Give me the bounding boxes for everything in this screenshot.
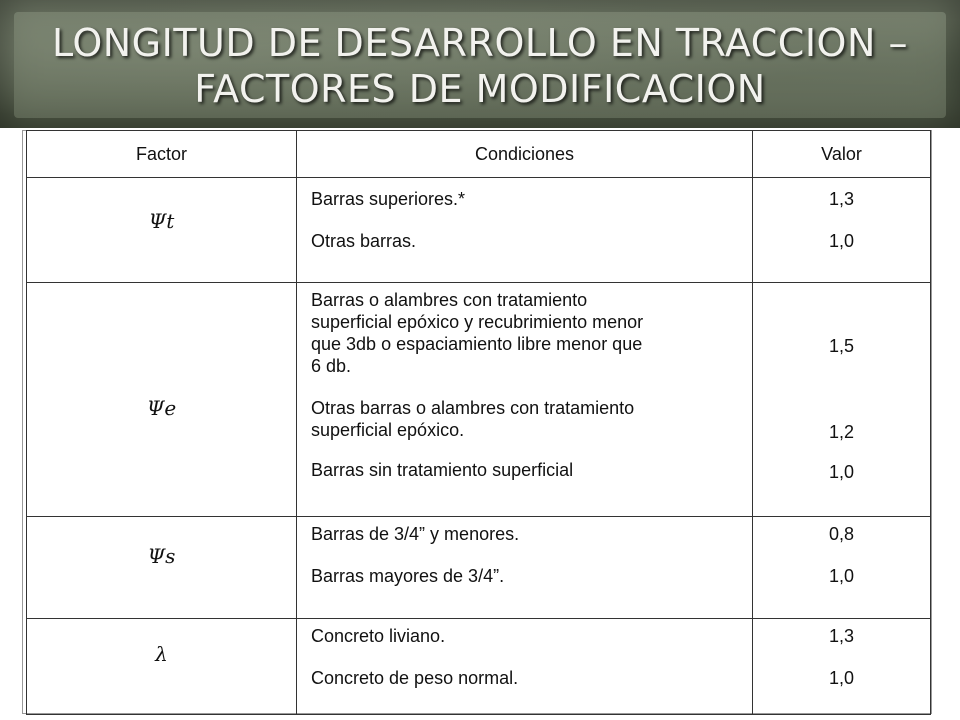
factor-symbol: Ψs xyxy=(147,544,176,568)
values-cell xyxy=(753,517,931,619)
table-row-psi-t xyxy=(27,178,931,283)
condition-text: que 3db o espaciamiento libre menor que xyxy=(311,334,643,354)
factor-cell xyxy=(27,178,297,283)
condition-text: superficial epóxico y recubrimiento menor xyxy=(311,312,644,332)
factor-cell xyxy=(27,283,297,517)
condition-text: Otras barras o alambres con tratamiento xyxy=(311,398,635,418)
values-cell xyxy=(753,283,931,517)
value-text: 1,3 xyxy=(828,626,855,646)
values-cell xyxy=(753,178,931,283)
values-cell xyxy=(753,619,931,715)
condition-text: Barras de 3/4” y menores. xyxy=(311,524,520,544)
condition-text: 6 db. xyxy=(311,356,352,376)
header-condiciones: Condiciones xyxy=(297,131,753,178)
condition-text: Concreto liviano. xyxy=(311,626,446,646)
modification-factors-table xyxy=(26,130,931,715)
slide-header xyxy=(0,0,960,128)
header-valor: Valor xyxy=(753,131,931,178)
value-text: 1,0 xyxy=(828,231,855,251)
conditions-cell xyxy=(297,178,753,283)
conditions-cell xyxy=(297,283,753,517)
value-text: 1,0 xyxy=(828,668,855,688)
factor-symbol: λ xyxy=(155,642,168,666)
title-line-1: LONGITUD DE DESARROLLO EN TRACCION – xyxy=(52,21,908,65)
table-row-psi-e xyxy=(27,283,931,517)
table-header-row xyxy=(27,131,931,178)
title-line-2: FACTORES DE MODIFICACION xyxy=(194,67,766,111)
condition-text: Otras barras. xyxy=(311,231,417,251)
condition-text: Barras o alambres con tratamiento xyxy=(311,290,588,310)
header-factor: Factor xyxy=(27,131,297,178)
factor-cell xyxy=(27,619,297,715)
value-text: 1,0 xyxy=(828,566,855,586)
condition-text: Barras mayores de 3/4”. xyxy=(311,566,505,586)
value-text: 1,3 xyxy=(828,189,855,209)
condition-text: Barras sin tratamiento superficial xyxy=(311,460,574,480)
condition-text: Concreto de peso normal. xyxy=(311,668,519,688)
slide-title xyxy=(0,20,960,112)
factor-symbol: Ψe xyxy=(146,396,177,420)
condition-text: Barras superiores.* xyxy=(311,189,466,209)
value-text: 1,5 xyxy=(828,336,855,356)
table-row-psi-s xyxy=(27,517,931,619)
table-row-lambda xyxy=(27,619,931,715)
conditions-cell xyxy=(297,517,753,619)
value-text: 0,8 xyxy=(828,524,855,544)
factor-cell xyxy=(27,517,297,619)
value-text: 1,2 xyxy=(828,422,855,442)
value-text: 1,0 xyxy=(828,462,855,482)
conditions-cell xyxy=(297,619,753,715)
condition-text: superficial epóxico. xyxy=(311,420,465,440)
factor-symbol: Ψt xyxy=(148,209,175,233)
